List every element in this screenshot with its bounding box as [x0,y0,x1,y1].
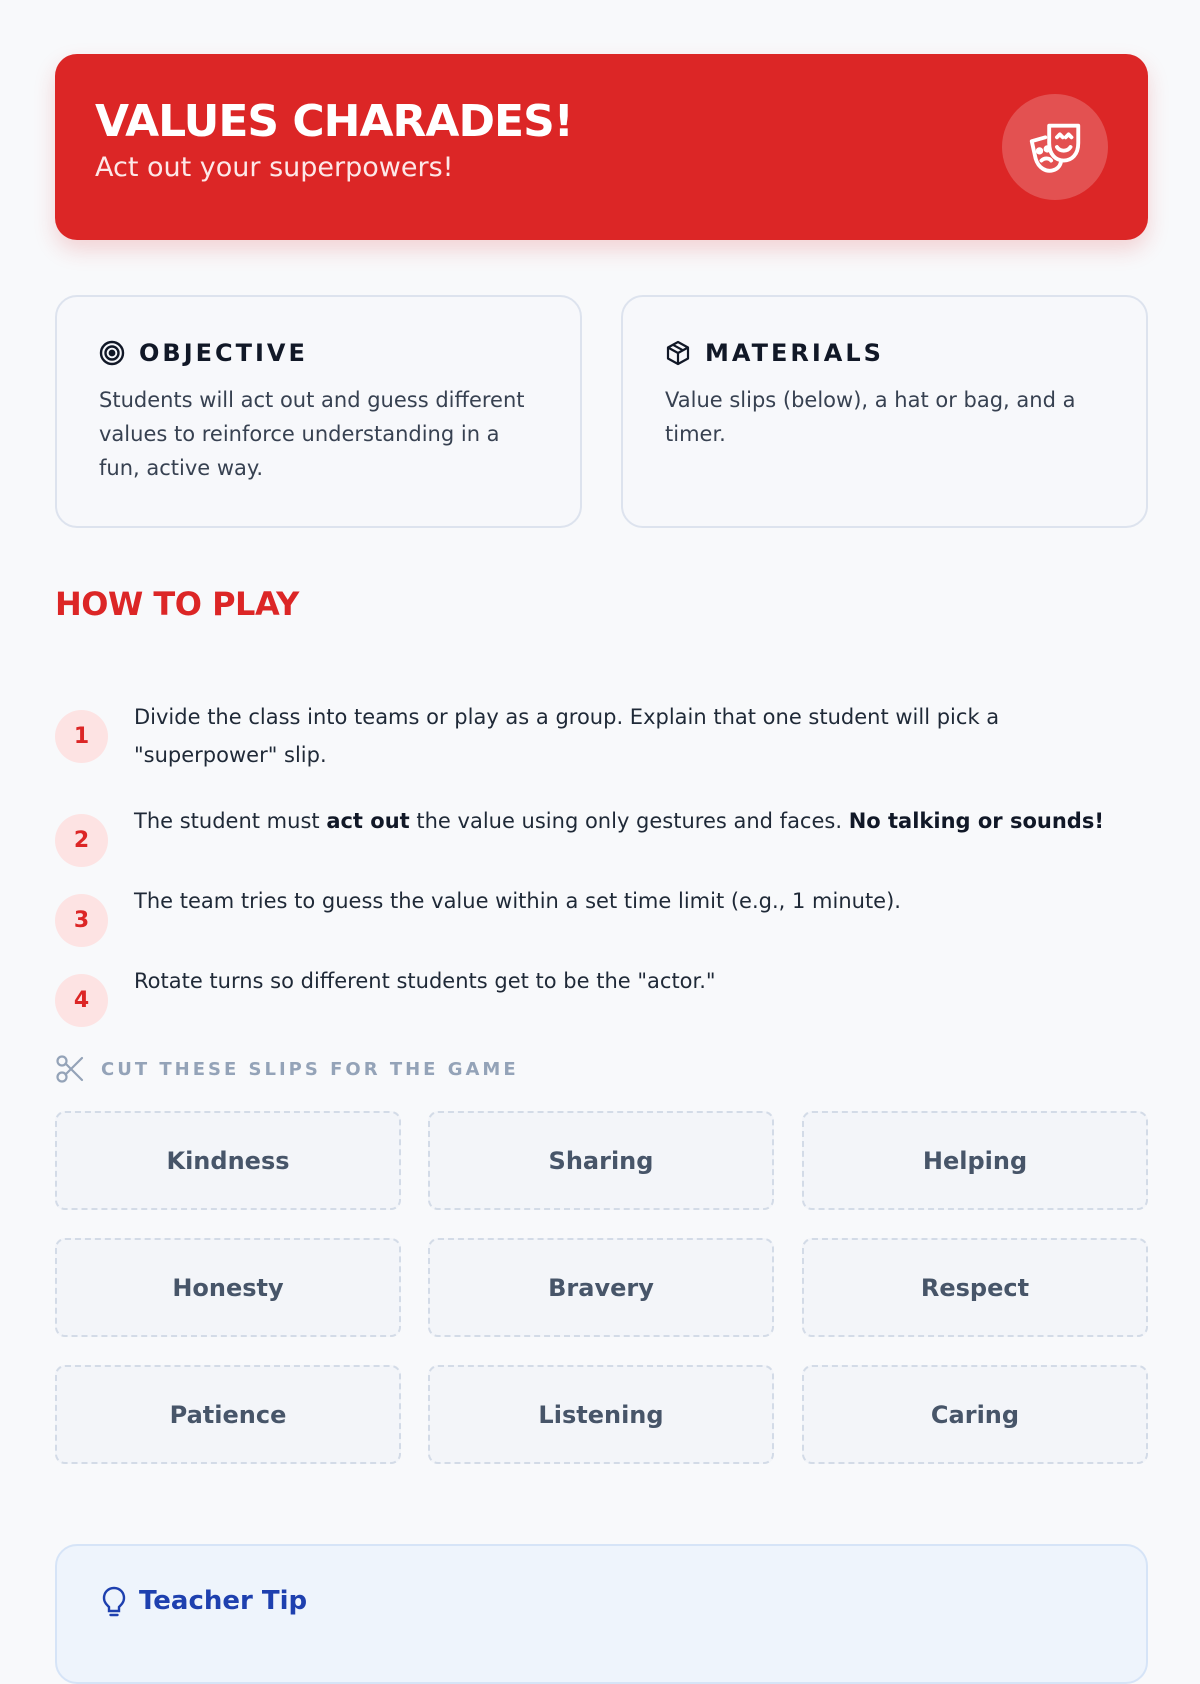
scissors-icon [55,1054,85,1084]
materials-card [621,295,1148,528]
step-text-bold: No talking or sounds! [848,809,1104,833]
step-text-part: The student must [134,809,327,833]
value-slip: Respect [802,1238,1148,1337]
value-slip: Kindness [55,1111,401,1210]
page [55,54,1148,1616]
step-text [134,882,1148,920]
page-title: VALUES CHARADES! [95,96,573,147]
step-number: 1 [55,710,108,763]
theater-masks-icon [1002,94,1108,200]
step-text-part: The team tries to guess the value within a set time limit (e.g., 1 minute). [134,889,901,913]
page-subtitle: Act out your superpowers! [95,152,454,183]
teacher-tip-title: Teacher Tip [139,1586,308,1616]
target-icon [99,340,125,366]
step-number: 2 [55,814,108,867]
step-number: 4 [55,974,108,1027]
value-slip: Sharing [428,1111,774,1210]
step-text-bold: act out [326,809,410,833]
value-slip: Bravery [428,1238,774,1337]
lightbulb-icon [101,1586,127,1618]
objective-card [55,295,582,528]
value-slip: Caring [802,1365,1148,1464]
materials-title: MATERIALS [705,339,884,367]
value-slip: Patience [55,1365,401,1464]
step-text [134,962,1148,1000]
how-to-play-title: HOW TO PLAY [55,585,299,623]
box-icon [665,340,691,366]
slips-header [55,1054,519,1084]
step-text-part: Divide the class into teams or play as a group. Explain that one student will pick a "superpower" slip. [134,705,1000,767]
teacher-tip-box [55,1544,1148,1684]
step-text-part: the value using only gestures and faces. [409,809,849,833]
step-text [134,698,1148,774]
header-banner [55,54,1148,240]
info-cards [55,295,1148,528]
value-slip: Helping [802,1111,1148,1210]
step-number: 3 [55,894,108,947]
step-text [134,802,1148,840]
value-slip: Honesty [55,1238,401,1337]
value-slip: Listening [428,1365,774,1464]
slips-label: CUT THESE SLIPS FOR THE GAME [101,1058,519,1080]
materials-text: Value slips (below), a hat or bag, and a timer. [665,388,1076,446]
objective-title: OBJECTIVE [139,339,308,367]
objective-text: Students will act out and guess different values to reinforce understanding in a fun, active way. [99,388,525,480]
step-text-part: Rotate turns so different students get to be the "actor." [134,969,716,993]
